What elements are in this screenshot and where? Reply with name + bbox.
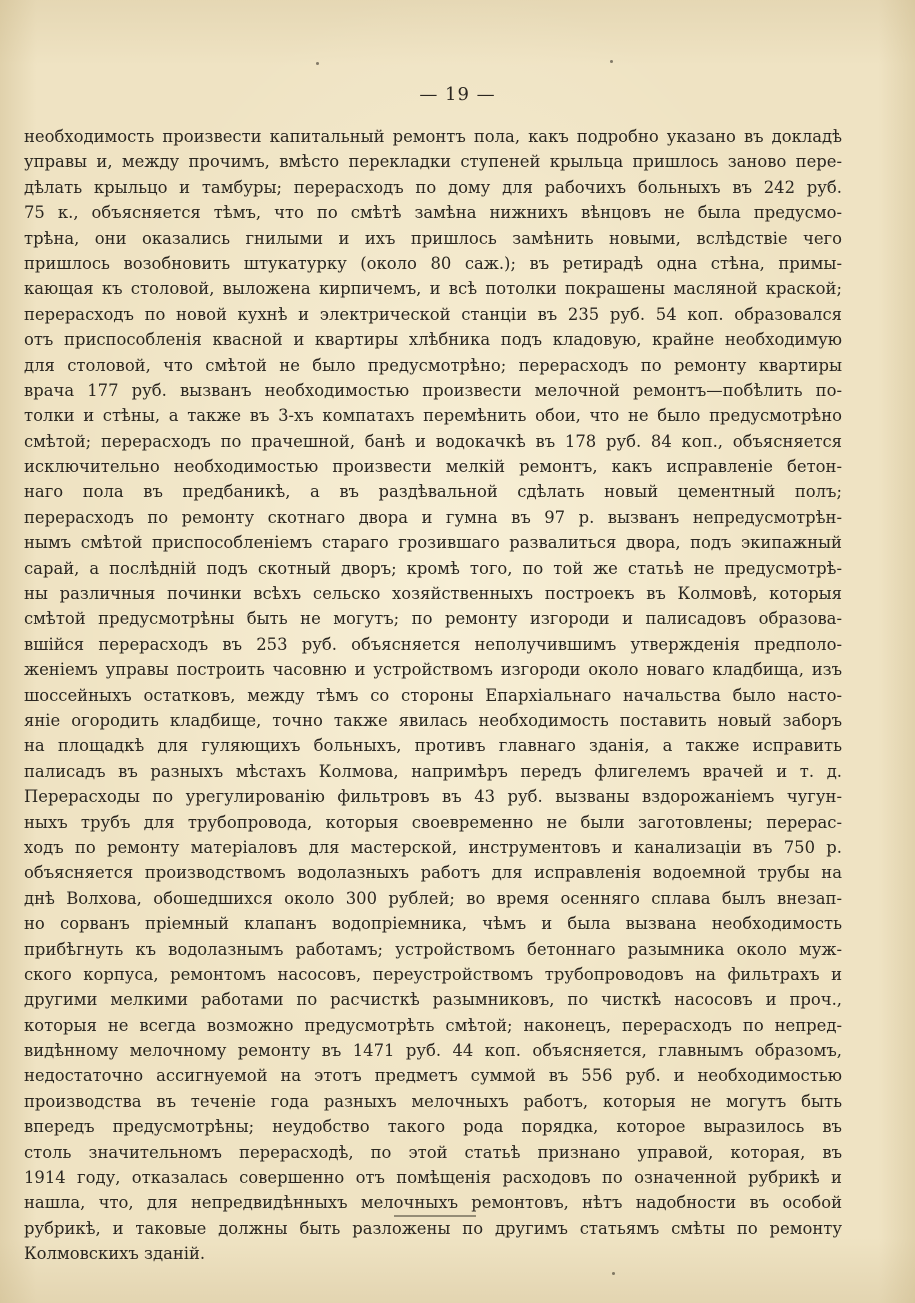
text-line: рубрикѣ, и таковые должны быть разложены по другимъ статьямъ смѣты по ремонту: [24, 1218, 842, 1238]
text-line: Перерасходы по урегулированію фильтровъ въ 43 руб. вызваны вздорожаніемъ чугун-: [24, 787, 842, 807]
text-line: ского корпуса, ремонтомъ насосовъ, переустройствомъ трубопроводовъ на фильтрахъ и: [24, 964, 842, 984]
text-line: впередъ предусмотрѣны; неудобство такого рода порядка, которое выразилось въ: [24, 1117, 842, 1137]
text-line: ныхъ трубъ для трубопровода, которыя своевременно не были заготовлены; перерас-: [24, 812, 842, 832]
text-line: столь значительномъ перерасходѣ, по этой статьѣ признано управой, которая, въ: [24, 1142, 842, 1162]
text-line: управы и, между прочимъ, вмѣсто перекладки ступеней крыльца пришлось заново пере-: [24, 152, 842, 172]
text-line-final: Колмовскихъ зданій.: [24, 1244, 206, 1264]
text-line: 1914 году, отказалась совершенно отъ помѣщенія расходовъ по означенной рубрикѣ и: [24, 1168, 842, 1188]
text-line: днѣ Волхова, обошедшихся около 300 рублей; во время осенняго сплава былъ внезап-: [24, 888, 842, 908]
text-line: для столовой, что смѣтой не было предусмотрѣно; перерасходъ по ремонту квартиры: [24, 355, 842, 375]
text-line: перерасходъ по новой кухнѣ и электрической станціи въ 235 руб. 54 коп. образовался: [24, 304, 842, 324]
text-line: нашла, что, для непредвидѣнныхъ мелочныхъ ремонтовъ, нѣтъ надобности въ особой: [24, 1193, 842, 1213]
text-line: нымъ смѣтой приспособленіемъ стараго грозившаго развалиться двора, подъ экипажный: [24, 533, 842, 553]
print-speck: [316, 62, 319, 65]
text-line: женіемъ управы построить часовню и устройствомъ изгороди около новаго кладбища, изъ: [24, 660, 842, 680]
text-line: вшійся перерасходъ въ 253 руб. объясняется неполучившимъ утвержденія предполо-: [24, 634, 842, 654]
text-line: сарай, а послѣдній подъ скотный дворъ; кромѣ того, по той же статьѣ не предусмотрѣ-: [24, 558, 842, 578]
text-line: исключительно необходимостью произвести мелкій ремонтъ, какъ исправленіе бетон-: [24, 457, 842, 477]
text-line: видѣнному мелочному ремонту въ 1471 руб. 44 коп. объясняется, главнымъ образомъ,: [24, 1041, 842, 1061]
text-line: кающая къ столовой, выложена кирпичемъ, и всѣ потолки покрашены масляной краской;: [24, 279, 842, 299]
text-line: отъ приспособленія квасной и квартиры хлѣбника подъ кладовую, крайне необходимую: [24, 330, 842, 350]
text-line: шоссейныхъ остатковъ, между тѣмъ со стороны Епархіальнаго начальства было насто-: [24, 685, 842, 705]
text-line: на площадкѣ для гуляющихъ больныхъ, противъ главнаго зданія, а также исправить: [24, 736, 842, 756]
text-line: другими мелкими работами по расчисткѣ разымниковъ, по чисткѣ насосовъ и проч.,: [24, 990, 842, 1010]
text-line: врача 177 руб. вызванъ необходимостью произвести мелочной ремонтъ—побѣлить по-: [24, 380, 842, 400]
text-line: но сорванъ пріемный клапанъ водопріемника, чѣмъ и была вызвана необходимость: [24, 914, 842, 934]
text-line: пришлось возобновить штукатурку (около 80 саж.); въ ретирадѣ одна стѣна, примы-: [24, 253, 842, 273]
body-text: [24, 124, 842, 1267]
text-line: 75 к., объясняется тѣмъ, что по смѣтѣ замѣна нижнихъ вѣнцовъ не была предусмо-: [24, 203, 842, 223]
print-speck: [610, 60, 613, 63]
text-line: яніе огородить кладбище, точно также явилась необходимость поставить новый заборъ: [24, 710, 842, 730]
text-line: смѣтой предусмотрѣны быть не могутъ; по ремонту изгороди и палисадовъ образова-: [24, 609, 842, 629]
text-line: необходимость произвести капитальный ремонтъ пола, какъ подробно указано въ докладѣ: [24, 127, 842, 146]
text-line: наго пола въ предбаникѣ, а въ раздѣвальной сдѣлать новый цементный полъ;: [24, 482, 842, 502]
text-line: объясняется производствомъ водолазныхъ работъ для исправленія водоемной трубы на: [24, 863, 842, 883]
text-line: недостаточно ассигнуемой на этотъ предметъ суммой въ 556 руб. и необходимостью: [24, 1066, 842, 1086]
page-number: — 19 —: [419, 84, 496, 105]
text-line: перерасходъ по ремонту скотнаго двора и гумна въ 97 р. вызванъ непредусмотрѣн-: [24, 507, 842, 527]
text-line: которыя не всегда возможно предусмотрѣть смѣтой; наконецъ, перерасходъ по непред-: [24, 1015, 842, 1035]
text-line: прибѣгнуть къ водолазнымъ работамъ; устройствомъ бетоннаго разымника около муж-: [24, 939, 842, 959]
print-speck: [612, 1272, 615, 1275]
text-line: ны различныя починки всѣхъ сельско хозяйственныхъ построекъ въ Колмовѣ, которыя: [24, 584, 842, 604]
text-line: производства въ теченіе года разныхъ мелочныхъ работъ, которыя не могутъ быть: [24, 1091, 842, 1111]
text-line: смѣтой; перерасходъ по прачешной, банѣ и водокачкѣ въ 178 руб. 84 коп., объясняется: [24, 431, 842, 451]
text-line: дѣлать крыльцо и тамбуры; перерасходъ по дому для рабочихъ больныхъ въ 242 руб.: [24, 177, 842, 197]
closing-rule: [394, 1215, 476, 1217]
text-line: трѣна, они оказались гнилыми и ихъ пришлось замѣнить новыми, вслѣдствіе чего: [24, 228, 842, 248]
text-line: палисадъ въ разныхъ мѣстахъ Колмова, напримѣръ передъ флигелемъ врачей и т. д.: [24, 761, 842, 781]
text-line: толки и стѣны, а также въ 3-хъ компатахъ перемѣнить обои, что не было предусмотрѣно: [24, 406, 842, 426]
text-line: ходъ по ремонту матеріаловъ для мастерской, инструментовъ и канализаціи въ 750 р.: [24, 837, 842, 857]
